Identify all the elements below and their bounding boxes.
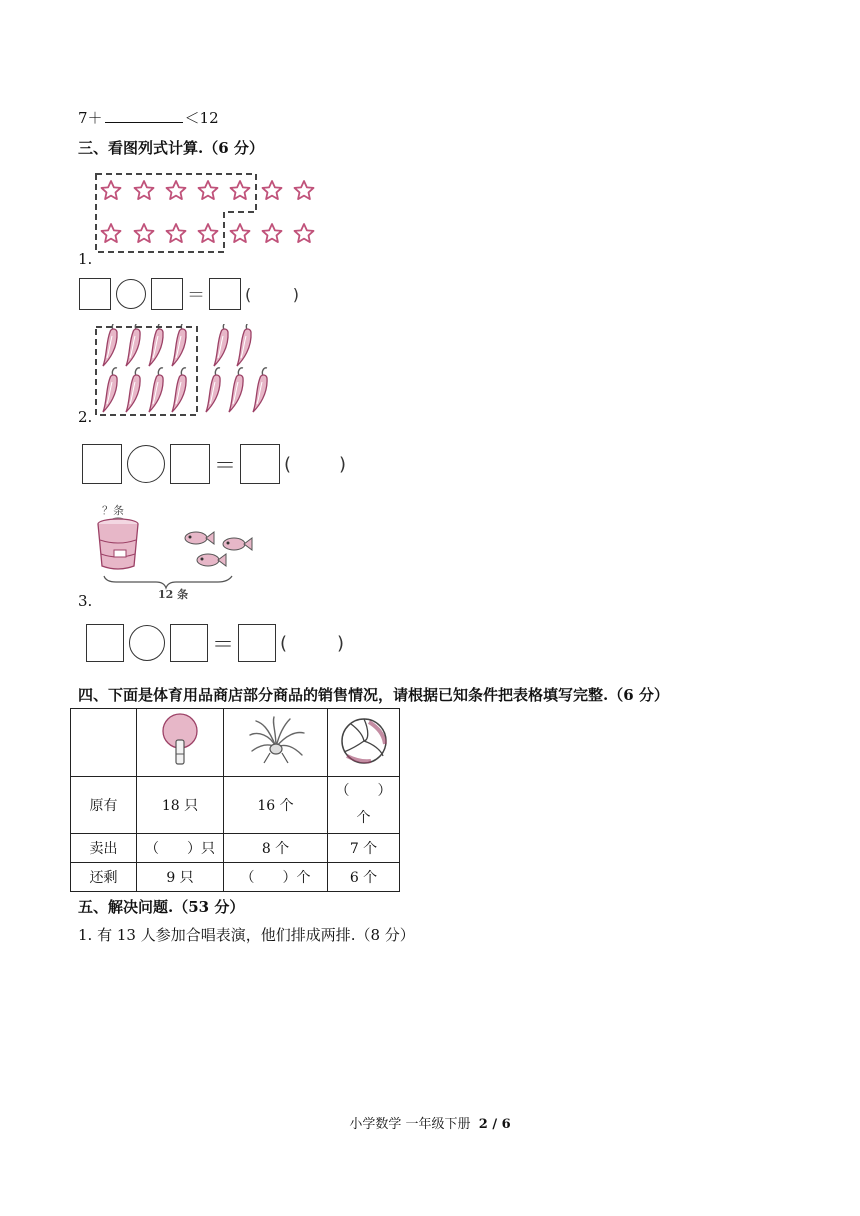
table-cell <box>224 709 328 777</box>
table-cell: 9 只 <box>137 863 224 892</box>
operator-circle[interactable] <box>129 625 165 661</box>
q3-equation-boxes: ＝ ( ) <box>86 624 344 662</box>
answer-box[interactable] <box>151 278 183 310</box>
section-5-question-1: 1. 有 13 人参加合唱表演，他们排成两排.（8 分） <box>78 926 415 944</box>
answer-box[interactable] <box>170 624 208 662</box>
stars-figure <box>92 168 328 258</box>
bucket-icon <box>98 518 138 569</box>
shuttlecock-icon <box>244 715 308 767</box>
answer-box[interactable] <box>79 278 111 310</box>
chili-peppers-figure <box>92 324 272 420</box>
dashed-group-outline <box>96 174 256 252</box>
q2-equation-boxes: ＝ ( ) <box>82 444 346 484</box>
row-label: 还剩 <box>71 863 137 892</box>
chili-pepper-icon <box>103 324 267 412</box>
star-icon <box>102 181 314 242</box>
bucket-fish-figure <box>92 500 262 600</box>
unit-parentheses[interactable]: ( ) <box>280 632 345 654</box>
sales-table <box>70 708 400 892</box>
table-cell: 7 个 <box>328 834 400 863</box>
unit-parentheses[interactable]: ( ) <box>245 284 299 304</box>
table-cell <box>137 709 224 777</box>
table-cell: 16 个 <box>224 777 328 834</box>
table-row <box>71 834 400 863</box>
answer-box[interactable] <box>86 624 124 662</box>
bucket-label: ？条 <box>102 504 124 517</box>
section-4-heading: 四、下面是体育用品商店部分商品的销售情况，请根据已知条件把表格填写完整.（6 分） <box>78 686 669 704</box>
table-cell: 6 个 <box>328 863 400 892</box>
answer-box[interactable] <box>209 278 241 310</box>
answer-box[interactable] <box>240 444 280 484</box>
unit-parentheses[interactable]: ( ) <box>284 453 347 475</box>
operator-circle[interactable] <box>127 445 165 483</box>
answer-box[interactable] <box>82 444 122 484</box>
section-5-heading: 五、解决问题.（53 分） <box>78 898 245 916</box>
question-1-number: 1. <box>78 250 93 268</box>
volleyball-icon <box>339 716 389 766</box>
ping-pong-paddle-icon <box>160 712 200 770</box>
question-2-number: 2. <box>78 408 93 426</box>
answer-cell[interactable]: （ ）只 <box>137 834 224 863</box>
answer-cell[interactable]: （ ） 个 <box>328 777 400 834</box>
row-label: 原有 <box>71 777 137 834</box>
table-cell <box>328 709 400 777</box>
empty-corner-cell <box>71 709 137 777</box>
page-footer: 小学数学 一年级下册 2 / 6 <box>349 1117 511 1132</box>
table-cell: 18 只 <box>137 777 224 834</box>
q1-equation-boxes: ＝ ( ) <box>79 278 299 310</box>
row-label: 卖出 <box>71 834 137 863</box>
inequality-line: 7＋ ＜12 <box>78 109 219 127</box>
page-number: 2 / 6 <box>478 1117 511 1132</box>
fish-icon <box>185 532 252 566</box>
answer-box[interactable] <box>170 444 210 484</box>
table-cell: 8 个 <box>224 834 328 863</box>
table-row <box>71 863 400 892</box>
question-3-number: 3. <box>78 592 93 610</box>
table-header-row <box>71 709 400 777</box>
section-3-heading: 三、看图列式计算.（6 分） <box>78 139 264 157</box>
answer-cell[interactable]: （ ）个 <box>224 863 328 892</box>
answer-box[interactable] <box>238 624 276 662</box>
answer-blank[interactable] <box>105 108 183 123</box>
total-label: 12 条 <box>158 588 189 601</box>
operator-circle[interactable] <box>116 279 146 309</box>
table-row <box>71 777 400 834</box>
